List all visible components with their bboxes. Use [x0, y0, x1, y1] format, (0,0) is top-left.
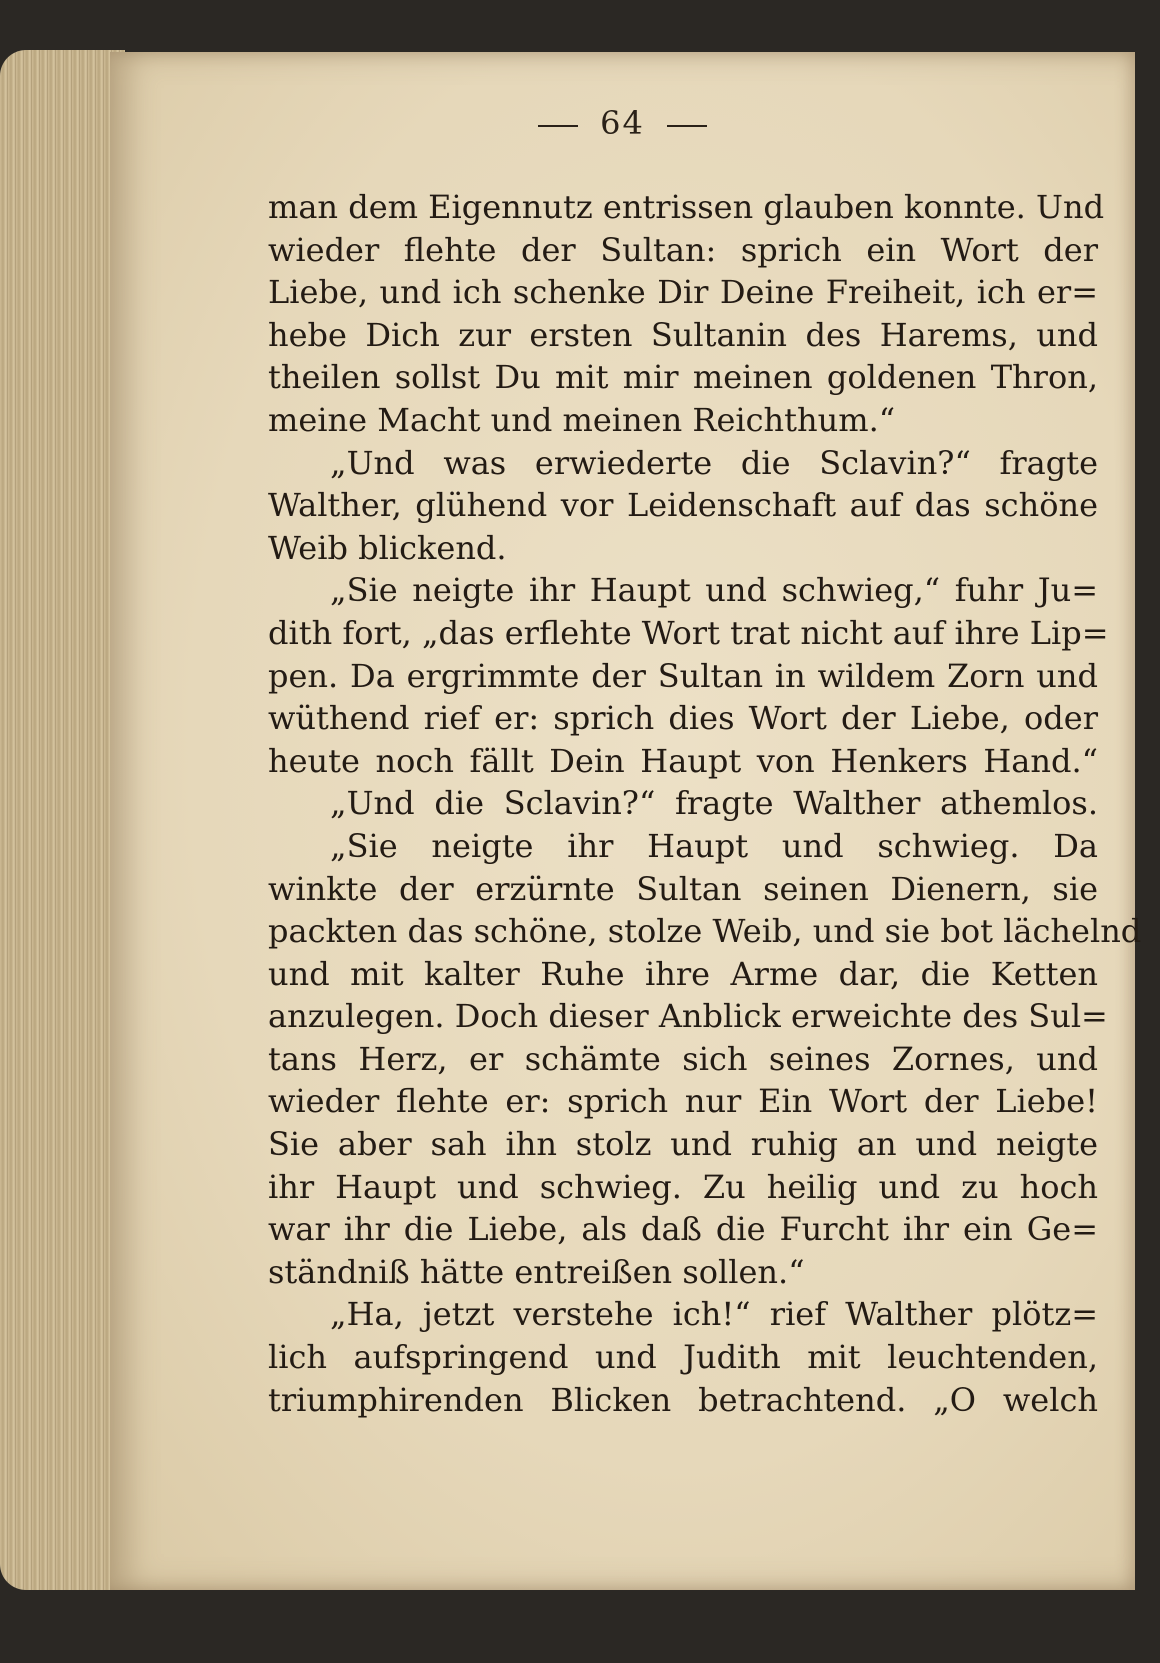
text-line: meine Macht und meinen Reichthum.“ — [268, 400, 896, 439]
text-line: winkte der erzürnte Sultan seinen Dienern, sie — [268, 869, 1098, 908]
text-line: Liebe, und ich schenke Dir Deine Freiheit, ich er= — [268, 273, 1098, 312]
text-line: „Und die Sclavin?“ fragte Walther athemlos. — [330, 784, 1098, 823]
text-line: triumphirenden Blicken betrachtend. „O welch — [268, 1380, 1098, 1419]
header-dash-left — [538, 125, 578, 127]
text-line: Sie aber sah ihn stolz und ruhig an und neigte — [268, 1125, 1098, 1164]
text-line: „Sie neigte ihr Haupt und schwieg,“ fuhr Ju= — [330, 571, 1098, 610]
text-line: ständniß hätte entreißen sollen.“ — [268, 1252, 805, 1291]
text-line: dith fort, „das erflehte Wort trat nicht auf ihre Lip= — [268, 613, 1109, 652]
text-line: wieder flehte er: sprich nur Ein Wort der Liebe! — [268, 1082, 1098, 1121]
text-line: „Sie neigte ihr Haupt und schwieg. Da — [330, 826, 1098, 865]
text-line: heute noch fällt Dein Haupt von Henkers Hand.“ — [268, 741, 1098, 780]
text-line: man dem Eigennutz entrissen glauben konnte. Und — [268, 188, 1105, 226]
text-line: wieder flehte der Sultan: sprich ein Wort der — [268, 230, 1098, 269]
header-dash-right — [667, 125, 707, 127]
text-line: ihr Haupt und schwieg. Zu heilig und zu hoch — [268, 1167, 1098, 1206]
body-text — [268, 186, 1142, 1421]
text-line: anzulegen. Doch dieser Anblick erweichte des Sul= — [268, 997, 1108, 1036]
text-line: Walther, glühend vor Leidenschaft auf das schöne — [268, 486, 1098, 525]
text-line: Weib blickend. — [268, 528, 507, 567]
text-line: theilen sollst Du mit mir meinen goldenen Thron, — [268, 358, 1098, 397]
page-edges — [0, 50, 125, 1590]
page-header — [110, 104, 1135, 154]
text-line: wüthend rief er: sprich dies Wort der Liebe, oder — [268, 699, 1098, 738]
page-number: 64 — [600, 104, 645, 142]
text-line: „Und was erwiederte die Sclavin?“ fragte — [330, 443, 1098, 482]
text-line: und mit kalter Ruhe ihre Arme dar, die Ketten — [268, 954, 1098, 993]
text-line: packten das schöne, stolze Weib, und sie bot lächelnd — [268, 912, 1142, 951]
text-line: war ihr die Liebe, als daß die Furcht ihr ein Ge= — [268, 1210, 1098, 1249]
text-line: „Ha, jetzt verstehe ich!“ rief Walther plötz= — [330, 1295, 1098, 1334]
text-line: hebe Dich zur ersten Sultanin des Harems, und — [268, 315, 1098, 354]
text-line: lich aufspringend und Judith mit leuchtenden, — [268, 1338, 1098, 1377]
text-line: tans Herz, er schämte sich seines Zornes, und — [268, 1039, 1098, 1078]
text-line: pen. Da ergrimmte der Sultan in wildem Zorn und — [268, 656, 1098, 695]
